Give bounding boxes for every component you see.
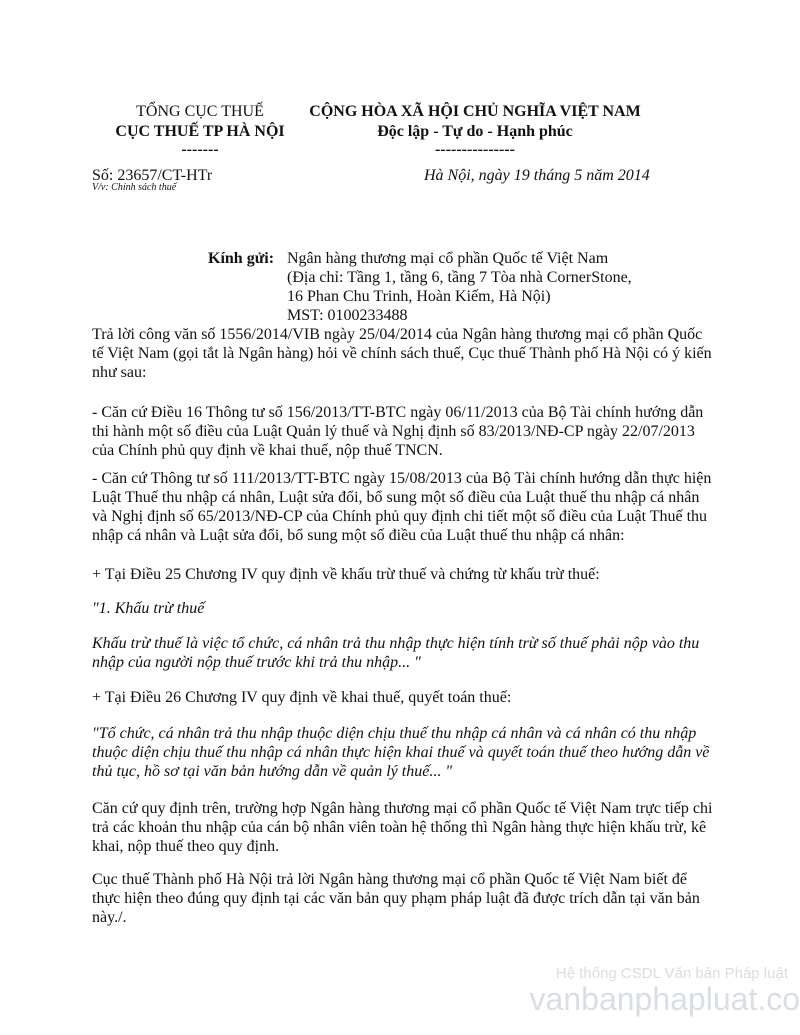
- quote-line: Khấu trừ thuế là việc tổ chức, cá nhân trả thu nhập thực hiện tính trừ số thuế phải nộp vào thu: [92, 635, 700, 652]
- doc-number: Số: 23657/CT-HTr: [92, 167, 213, 184]
- recipient-label: Kính gửi:: [208, 250, 275, 267]
- intro-line: như sau:: [92, 364, 147, 381]
- quote-line: thủ tục, hồ sơ tại văn bản hướng dẫn về quản lý thuế... ": [92, 763, 453, 780]
- closing-line: thực hiện theo đúng quy định tại các văn bản quy phạm pháp luật đã được trích dẫn tại văn bản: [92, 890, 700, 907]
- conclusion-line: Căn cứ quy định trên, trường hợp Ngân hàng thương mại cổ phần Quốc tế Việt Nam trực tiếp chi: [92, 800, 713, 817]
- closing-line: Cục thuế Thành phố Hà Nội trả lời Ngân hàng thương mại cổ phần Quốc tế Việt Nam biết để: [92, 871, 688, 888]
- basis-line: - Căn cứ Thông tư số 111/2013/TT-BTC ngày 15/08/2013 của Bộ Tài chính hướng dẫn thực hiện: [92, 470, 712, 487]
- article-25-intro: + Tại Điều 25 Chương IV quy định về khấu trừ thuế và chứng từ khấu trừ thuế:: [92, 566, 600, 583]
- conclusion-line: trả các khoản thu nhập của cán bộ nhân viên toàn hệ thống thì Ngân hàng thực hiện khấu trừ, kê: [92, 819, 707, 836]
- recipient-name: Ngân hàng thương mại cổ phần Quốc tế Việt Nam: [287, 250, 609, 267]
- intro-line: tế Việt Nam (gọi tắt là Ngân hàng) hỏi về chính sách thuế, Cục thuế Thành phố Hà Nội có ý kiến: [92, 345, 712, 362]
- intro-paragraph: [92, 325, 732, 382]
- org-name: CỤC THUẾ TP HÀ NỘI: [115, 123, 285, 140]
- basis-line: Luật Thuế thu nhập cá nhân, Luật sửa đổi, bổ sung một số điều của Luật thuế thu nhập cá nhân: [92, 489, 700, 506]
- article-25: [92, 565, 732, 584]
- article-26-quote: [92, 724, 732, 781]
- place-date: Hà Nội, ngày 19 tháng 5 năm 2014: [424, 167, 650, 184]
- motto: Độc lập - Tự do - Hạnh phúc: [377, 123, 573, 140]
- recipient-address-line-1: (Địa chỉ: Tầng 1, tầng 6, tầng 7 Tòa nhà CornerStone,: [287, 269, 632, 286]
- legal-basis-1: [92, 403, 732, 460]
- country-title: CỘNG HÒA XÃ HỘI CHỦ NGHĨA VIỆT NAM: [309, 103, 641, 120]
- basis-line: của Chính phủ quy định về khai thuế, nộp thuế TNCN.: [92, 442, 443, 459]
- conclusion-line: khai, nộp thuế theo quy định.: [92, 838, 280, 855]
- quote-title: "1. Khấu trừ thuế: [92, 600, 205, 617]
- conclusion-paragraph: [92, 799, 732, 856]
- basis-line: thi hành một số điều của Luật Quản lý thuế và Nghị định số 83/2013/NĐ-CP ngày 22/07/2013: [92, 423, 695, 440]
- article-25-quote: [92, 634, 732, 672]
- quote-line: nhập của người nộp thuế trước khi trả thu nhập... ": [92, 654, 421, 671]
- closing-paragraph: [92, 870, 732, 927]
- quote-line: thuộc diện chịu thuế thu nhập cá nhân thực hiện khai thuế và quyết toán thuế theo hướng dẫn về: [92, 744, 710, 761]
- recipient-block: [287, 249, 632, 325]
- recipient-tax-code: MST: 0100233488: [287, 307, 408, 324]
- article-26: [92, 688, 732, 707]
- basis-line: nhập cá nhân và Luật sửa đổi, bổ sung một số điều của Luật thuế thu nhập cá nhân:: [92, 527, 625, 544]
- article-25-quote-title: [92, 599, 732, 618]
- legal-basis-2: [92, 469, 732, 545]
- watermark-line-1: Hệ thống CSDL Văn bản Pháp luật: [555, 965, 788, 982]
- closing-line: này./.: [92, 909, 127, 926]
- intro-line: Trả lời công văn số 1556/2014/VIB ngày 25/04/2014 của Ngân hàng thương mại cổ phần Quốc: [92, 326, 703, 343]
- doc-subject: V/v: Chính sách thuế: [92, 182, 177, 193]
- basis-line: - Căn cứ Điều 16 Thông tư số 156/2013/TT-BTC ngày 06/11/2013 của Bộ Tài chính hướng dẫn: [92, 404, 704, 421]
- org-parent: TỔNG CỤC THUẾ: [136, 103, 264, 120]
- org-divider: -------: [181, 141, 219, 158]
- basis-line: và Nghị định số 65/2013/NĐ-CP của Chính phủ quy định chi tiết một số điều của Luật Thuế thu: [92, 508, 708, 525]
- article-26-intro: + Tại Điều 26 Chương IV quy định về khai thuế, quyết toán thuế:: [92, 689, 512, 706]
- watermark-site: vanbanphapluat.co: [529, 981, 800, 1017]
- quote-line: "Tổ chức, cá nhân trả thu nhập thuộc diện chịu thuế thu nhập cá nhân và cá nhân có thu nhập: [92, 725, 697, 742]
- motto-divider: ---------------: [435, 141, 515, 158]
- recipient-address-line-2: 16 Phan Chu Trinh, Hoàn Kiếm, Hà Nội): [287, 288, 551, 305]
